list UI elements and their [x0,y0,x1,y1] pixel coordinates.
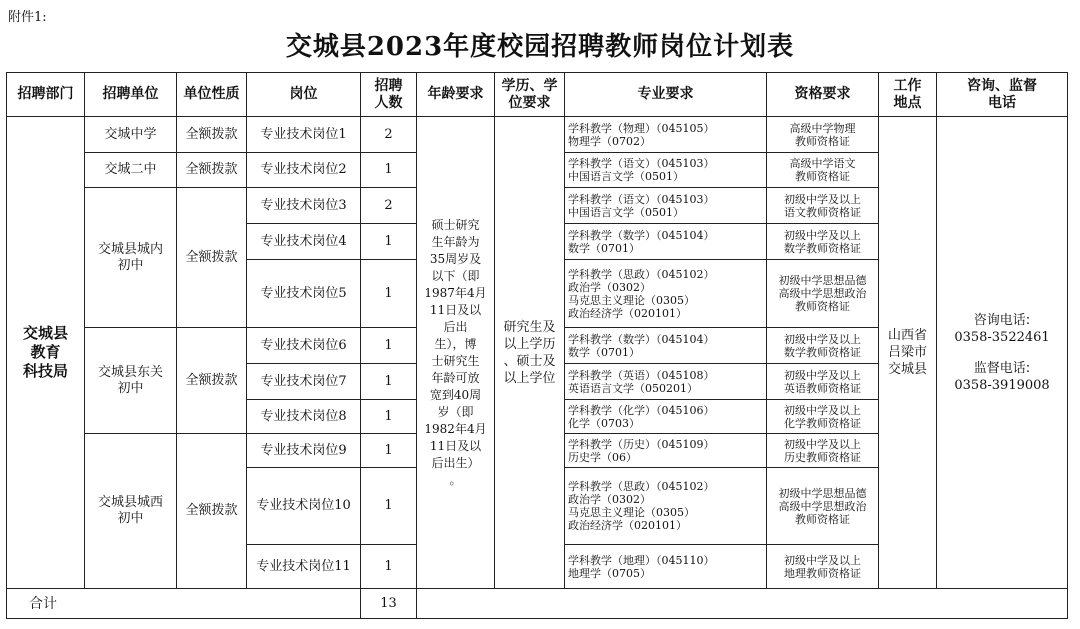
post-cell: 专业技术岗位10 [247,468,361,545]
major-cell: 学科教学（数学）（045104） 数学（0701） [565,328,767,364]
post-cell: 专业技术岗位9 [247,434,361,468]
major-cell: 学科教学（思政）（045102） 政治学（0302） 马克思主义理论（0305） 政治经济学（020101） [565,468,767,545]
count-cell: 2 [361,188,417,224]
post-cell: 专业技术岗位2 [247,153,361,188]
count-cell: 1 [361,328,417,364]
count-cell: 1 [361,400,417,434]
qual-cell: 初级中学思想品德 高级中学思想政治 教师资格证 [767,260,879,328]
qual-cell: 初级中学及以上 语文教师资格证 [767,188,879,224]
count-cell: 1 [361,260,417,328]
count-cell: 1 [361,364,417,400]
nature-cell: 全额拨款 [177,117,247,153]
qual-cell: 初级中学及以上 英语教师资格证 [767,364,879,400]
major-cell: 学科教学（语文）（045103） 中国语言文学（0501） [565,188,767,224]
count-cell: 1 [361,153,417,188]
header-dept: 招聘部门 [7,73,85,117]
post-cell: 专业技术岗位11 [247,545,361,589]
post-cell: 专业技术岗位3 [247,188,361,224]
header-contact: 咨询、监督 电话 [937,73,1068,117]
total-label: 合计 [7,589,361,619]
nature-cell: 全额拨款 [177,434,247,589]
major-cell: 学科教学（地理）（045110） 地理学（0705） [565,545,767,589]
unit-cell: 交城县城西 初中 [85,434,177,589]
qual-cell: 初级中学及以上 数学教师资格证 [767,328,879,364]
post-cell: 专业技术岗位6 [247,328,361,364]
header-unit: 招聘单位 [85,73,177,117]
major-cell: 学科教学（数学）（045104） 数学（0701） [565,224,767,260]
header-nature: 单位性质 [177,73,247,117]
count-cell: 2 [361,117,417,153]
nature-cell: 全额拨款 [177,188,247,328]
major-cell: 学科教学（语文）（045103） 中国语言文学（0501） [565,153,767,188]
qual-cell: 高级中学语文 教师资格证 [767,153,879,188]
unit-cell: 交城县城内 初中 [85,188,177,328]
total-row [7,589,1068,619]
page-title: 交城县2023年度校园招聘教师岗位计划表 [285,32,795,62]
major-cell: 学科教学（物理）（045105） 物理学（0702） [565,117,767,153]
header-post: 岗位 [247,73,361,117]
dept-cell: 交城县 教育 科技局 [7,117,85,589]
header-major: 专业要求 [565,73,767,117]
qual-cell: 初级中学及以上 历史教师资格证 [767,434,879,468]
unit-cell: 交城中学 [85,117,177,153]
count-cell: 1 [361,434,417,468]
qual-cell: 初级中学思想品德 高级中学思想政治 教师资格证 [767,468,879,545]
header-count: 招聘 人数 [361,73,417,117]
header-edu: 学历、学 位要求 [495,73,565,117]
major-cell: 学科教学（英语）（045108） 英语语言文学（050201） [565,364,767,400]
unit-cell: 交城二中 [85,153,177,188]
post-cell: 专业技术岗位1 [247,117,361,153]
nature-cell: 全额拨款 [177,153,247,188]
age-requirement-cell: 硕士研究 生年龄为 35周岁及 以下（即 1987年4月 11日及以 后出 生），博 士研究生 年龄可放 宽到40周 岁（即 1982年4月 11日及以 后出生） 。 [417,117,495,589]
header-row [7,73,1068,117]
count-cell: 1 [361,224,417,260]
header-location: 工作 地点 [879,73,937,117]
header-age: 年龄要求 [417,73,495,117]
post-cell: 专业技术岗位8 [247,400,361,434]
major-cell: 学科教学（化学）（045106） 化学（0703） [565,400,767,434]
qual-cell: 高级中学物理 教师资格证 [767,117,879,153]
major-cell: 学科教学（思政）（045102） 政治学（0302） 马克思主义理论（0305） 政治经济学（020101） [565,260,767,328]
total-count: 13 [361,589,417,619]
qual-cell: 初级中学及以上 化学教师资格证 [767,400,879,434]
unit-cell: 交城县东关 初中 [85,328,177,434]
location-cell: 山西省 吕梁市 交城县 [879,117,937,589]
nature-cell: 全额拨款 [177,328,247,434]
recruitment-table [6,72,1068,619]
total-blank [417,589,1068,619]
post-cell: 专业技术岗位7 [247,364,361,400]
post-cell: 专业技术岗位4 [247,224,361,260]
header-qual: 资格要求 [767,73,879,117]
contact-cell: 咨询电话: 0358-3522461 监督电话: 0358-3919008 [937,117,1068,589]
major-cell: 学科教学（历史）（045109） 历史学（06） [565,434,767,468]
table-row [7,117,1068,153]
qual-cell: 初级中学及以上 数学教师资格证 [767,224,879,260]
post-cell: 专业技术岗位5 [247,260,361,328]
count-cell: 1 [361,545,417,589]
attachment-label: 附件1: [8,10,47,25]
qual-cell: 初级中学及以上 地理教师资格证 [767,545,879,589]
edu-requirement-cell: 研究生及 以上学历 、硕士及 以上学位 [495,117,565,589]
count-cell: 1 [361,468,417,545]
